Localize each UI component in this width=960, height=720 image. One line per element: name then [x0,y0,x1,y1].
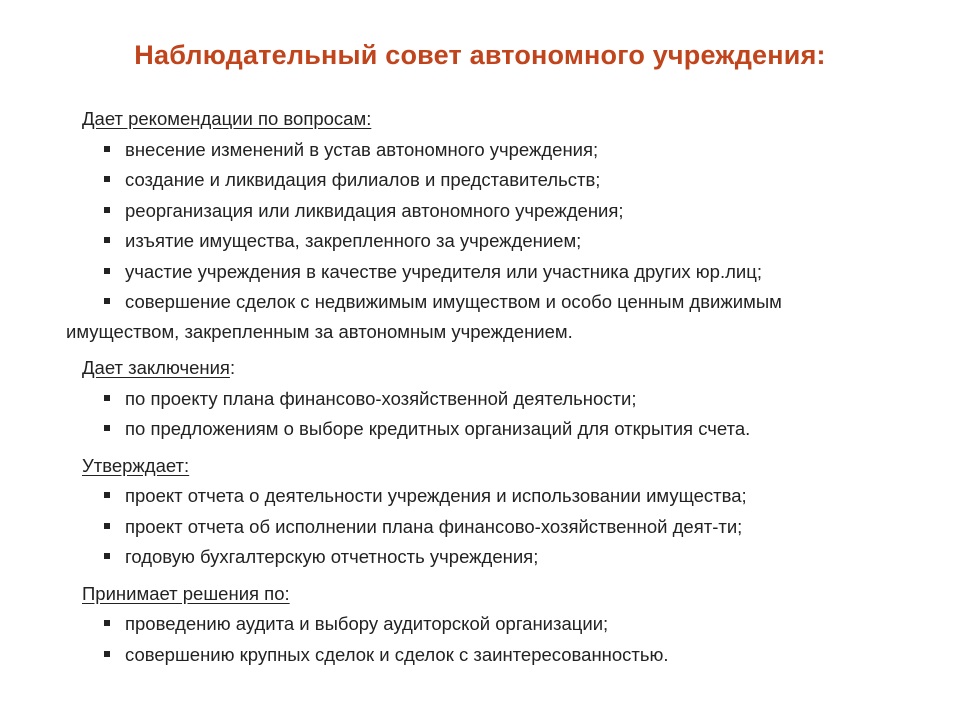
list-item-text: проект отчета о деятельности учреждения и использовании имущества; [125,485,747,506]
section-heading-text: Принимает решения по: [82,582,290,604]
bullet-square-icon [104,425,110,431]
section-heading-recommendations [0,104,960,135]
bullet-square-icon [104,620,110,626]
list-item-text: внесение изменений в устав автономного учреждения; [125,138,599,160]
section-heading-text: Дает рекомендации по вопросам: [82,108,372,129]
section-heading-approves [0,451,960,482]
list-item [0,512,960,543]
section-heading-conclusions [0,353,960,384]
bullet-square-icon [104,523,110,529]
bullet-square-icon [104,207,110,213]
bullet-square-icon [104,298,110,304]
list-item [0,165,960,196]
list-item-text: участие учреждения в качестве учредителя или участника других юр.лиц; [125,260,762,282]
section-heading-text: Дает заключения [82,357,230,378]
bullet-square-icon [104,237,110,243]
list-item [0,135,960,166]
list-item [0,609,960,640]
list-item-text: реорганизация или ликвидация автономного учреждения; [125,199,624,221]
bullet-square-icon [104,146,110,152]
list-item-text: по проекту плана финансово-хозяйственной деятельности; [125,387,637,409]
list-item-text: проведению аудита и выбору аудиторской организации; [125,613,609,634]
section-heading-suffix: : [229,357,236,378]
list-item [0,287,896,347]
section-heading-decisions [0,579,960,610]
bullet-square-icon [104,395,110,401]
slide-title: Наблюдательный совет автономного учреждения: [134,40,826,70]
section-heading-text: Утверждает: [82,454,190,476]
list-item [0,196,960,227]
list-item-text: совершению крупных сделок и сделок с заинтересованностью. [125,643,669,665]
list-item [0,640,960,671]
list-item-text: создание и ликвидация филиалов и представительств; [125,169,601,190]
bullet-square-icon [104,553,110,559]
list-item [0,414,960,445]
bullet-square-icon [104,492,110,498]
list-item-text: годовую бухгалтерскую отчетность учреждения; [125,546,539,567]
list-item [0,226,960,257]
bullet-square-icon [104,651,110,657]
bullet-square-icon [104,268,110,274]
bullet-square-icon [104,176,110,182]
list-item-text: по предложениям о выборе кредитных организаций для открытия счета. [125,418,751,439]
list-item-text: совершение сделок с недвижимым имуществом и особо ценным движимым имуществом, закрепленным за автономным учреждением. [66,291,782,342]
list-item [0,481,960,512]
list-item [0,384,960,415]
list-item [0,542,960,573]
slide-content [0,104,960,670]
list-item [0,257,960,288]
list-item-text: изъятие имущества, закрепленного за учреждением; [125,230,582,251]
list-item-text: проект отчета об исполнении плана финансово-хозяйственной деят-ти; [125,515,743,537]
